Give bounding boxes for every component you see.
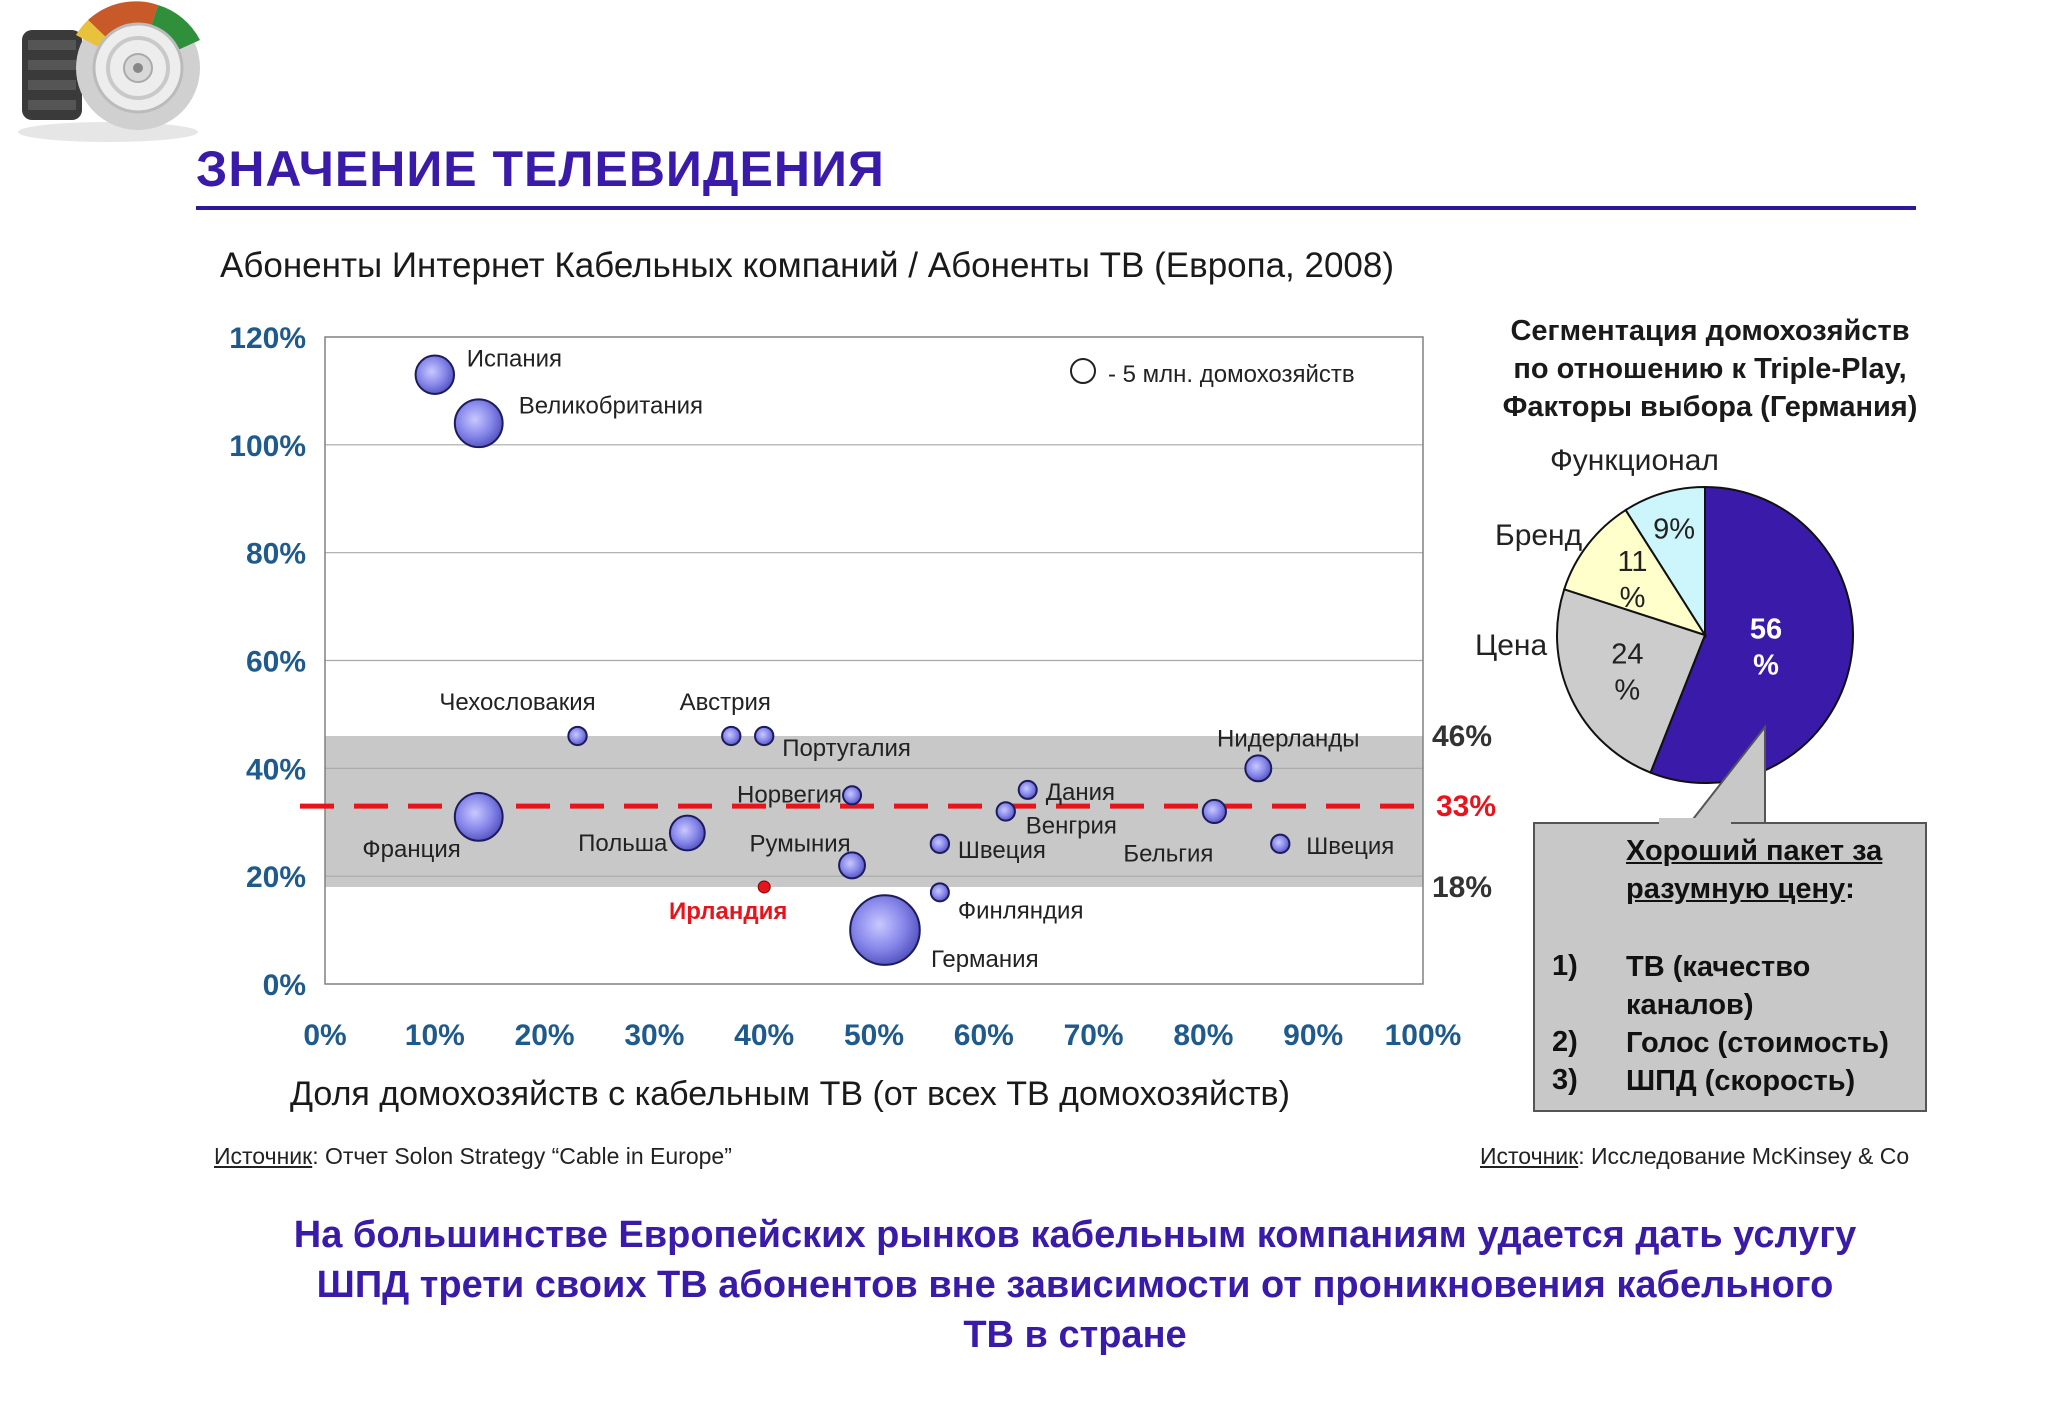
band-high-label: 46% <box>1432 719 1493 753</box>
conclusion-line: ШПД трети своих ТВ абонентов вне зависимости от проникновения кабельного <box>316 1264 1834 1306</box>
bubble-label: Дания <box>1045 778 1115 806</box>
bubble-label: Швеция <box>1306 832 1395 860</box>
pie-value-label: % <box>1753 649 1779 682</box>
bubble-label: Финляндия <box>957 897 1084 925</box>
pie-title-line: Факторы выбора (Германия) <box>1502 391 1918 423</box>
source-right-label: Источник <box>1480 1143 1579 1169</box>
bubble-label: Чехословакия <box>439 688 596 716</box>
x-tick-label: 30% <box>624 1019 685 1052</box>
bubble-point <box>722 727 740 745</box>
pie-title <box>1460 312 1960 426</box>
band-low-label: 18% <box>1432 870 1493 904</box>
pie-chart <box>1440 440 2000 840</box>
callout-item-text: ШПД (скорость) <box>1626 1065 1856 1097</box>
callout-pointer-mask <box>1533 818 1733 828</box>
x-tick-label: 40% <box>734 1019 795 1052</box>
y-tick-label: 100% <box>229 429 306 463</box>
callout-heading <box>1626 832 1926 908</box>
bubble-label: Ирландия <box>668 897 788 925</box>
callout-item-number: 1) <box>1552 950 1578 982</box>
x-tick-label: 100% <box>1384 1019 1462 1052</box>
callout-item-number: 2) <box>1552 1026 1578 1058</box>
bubble-point <box>1019 781 1037 799</box>
bubble-point <box>850 895 920 965</box>
pie-value-label: 11 <box>1617 545 1648 578</box>
callout-heading-colon: : <box>1845 873 1855 905</box>
bubble-label: Румыния <box>749 830 851 858</box>
bubble-label: Австрия <box>679 688 771 716</box>
pie-value-label: % <box>1614 674 1641 707</box>
bubble-label: Нидерланды <box>1217 725 1360 753</box>
size-legend-circle <box>1071 359 1095 383</box>
source-left-label: Источник <box>214 1143 313 1169</box>
page-title: ЗНАЧЕНИЕ ТЕЛЕВИДЕНИЯ <box>196 141 885 197</box>
pie-category-label: Функционал <box>1550 444 1719 477</box>
y-tick-label: 80% <box>245 537 306 571</box>
x-tick-label: 70% <box>1063 1019 1124 1052</box>
bubble-label: Швеция <box>957 836 1046 864</box>
bubble-point <box>758 881 770 893</box>
x-tick-label: 50% <box>843 1019 905 1052</box>
pie-title-line: по отношению к Triple-Play, <box>1513 353 1907 385</box>
source-right <box>1480 1143 1909 1170</box>
pie-value-label: 56 <box>1749 613 1783 646</box>
bubble-label: Испания <box>466 345 563 373</box>
source-left <box>214 1143 732 1170</box>
bubble-point <box>455 399 503 447</box>
bubble-point <box>843 786 861 804</box>
x-tick-label: 90% <box>1283 1019 1344 1052</box>
bubble-label: Венгрия <box>1025 812 1117 840</box>
bubble-point <box>568 727 586 745</box>
bubble-label: Германия <box>930 946 1039 974</box>
bubble-point <box>997 802 1015 820</box>
threshold-label: 33% <box>1436 790 1497 824</box>
bubble-point <box>455 793 503 841</box>
callout-heading-text: Хороший пакет за разумную цену <box>1626 835 1883 905</box>
callout-item-number: 3) <box>1552 1064 1578 1096</box>
pie-value-label: % <box>1619 581 1646 614</box>
conclusion-text <box>150 1210 2000 1360</box>
bubble-point <box>931 883 949 901</box>
bubble-point <box>1245 755 1271 781</box>
x-axis-title: Доля домохозяйств с кабельным ТВ (от всех ТВ домохозяйств) <box>290 1075 1290 1113</box>
bubble-label: Польша <box>578 830 668 858</box>
source-left-text: : Отчет Solon Strategy “Cable in Europe” <box>312 1143 732 1169</box>
y-tick-label: 120% <box>229 322 306 355</box>
source-right-text: : Исследование McKinsey & Co <box>1578 1143 1910 1169</box>
pie-value-label: 24 <box>1611 638 1644 671</box>
pie-title-line: Сегментация домохозяйств <box>1510 315 1910 347</box>
bubble-label: Франция <box>362 835 461 863</box>
callout-item-text: Голос (стоимость) <box>1626 1027 1889 1059</box>
y-tick-label: 20% <box>245 861 306 895</box>
pie-category-label: Цена <box>1475 629 1548 662</box>
pie-value-label: 9% <box>1653 513 1695 546</box>
callout-item-text: ТВ (качество каналов) <box>1626 951 1811 1021</box>
y-tick-label: 60% <box>245 645 306 679</box>
bubble-point <box>670 816 705 851</box>
chart-title: Абоненты Интернет Кабельных компаний / Абоненты ТВ (Европа, 2008) <box>220 246 1395 285</box>
x-tick-label: 80% <box>1173 1019 1234 1052</box>
conclusion-line: ТВ в стране <box>963 1314 1187 1356</box>
pie-category-label: Бренд <box>1495 519 1583 552</box>
bubble-label: Норвегия <box>737 781 843 809</box>
x-tick-label: 60% <box>953 1019 1014 1052</box>
conclusion-line: На большинстве Европейских рынков кабельным компаниям удается дать услугу <box>293 1214 1857 1256</box>
bubble-point <box>1271 835 1289 853</box>
bubble-point <box>931 835 949 853</box>
x-tick-label: 20% <box>514 1019 575 1052</box>
bubble-point <box>755 727 773 745</box>
bubble-label: Великобритания <box>518 392 704 420</box>
bubble-label: Португалия <box>782 734 911 762</box>
y-tick-label: 0% <box>262 969 306 1002</box>
x-tick-label: 10% <box>404 1019 465 1052</box>
x-tick-label: 0% <box>303 1019 347 1052</box>
bubble-point <box>416 356 454 394</box>
bubble-point <box>1203 800 1226 823</box>
bubble-label: Бельгия <box>1123 840 1214 868</box>
y-tick-label: 40% <box>245 753 306 787</box>
size-legend-text: - 5 млн. домохозяйств <box>1108 361 1355 388</box>
